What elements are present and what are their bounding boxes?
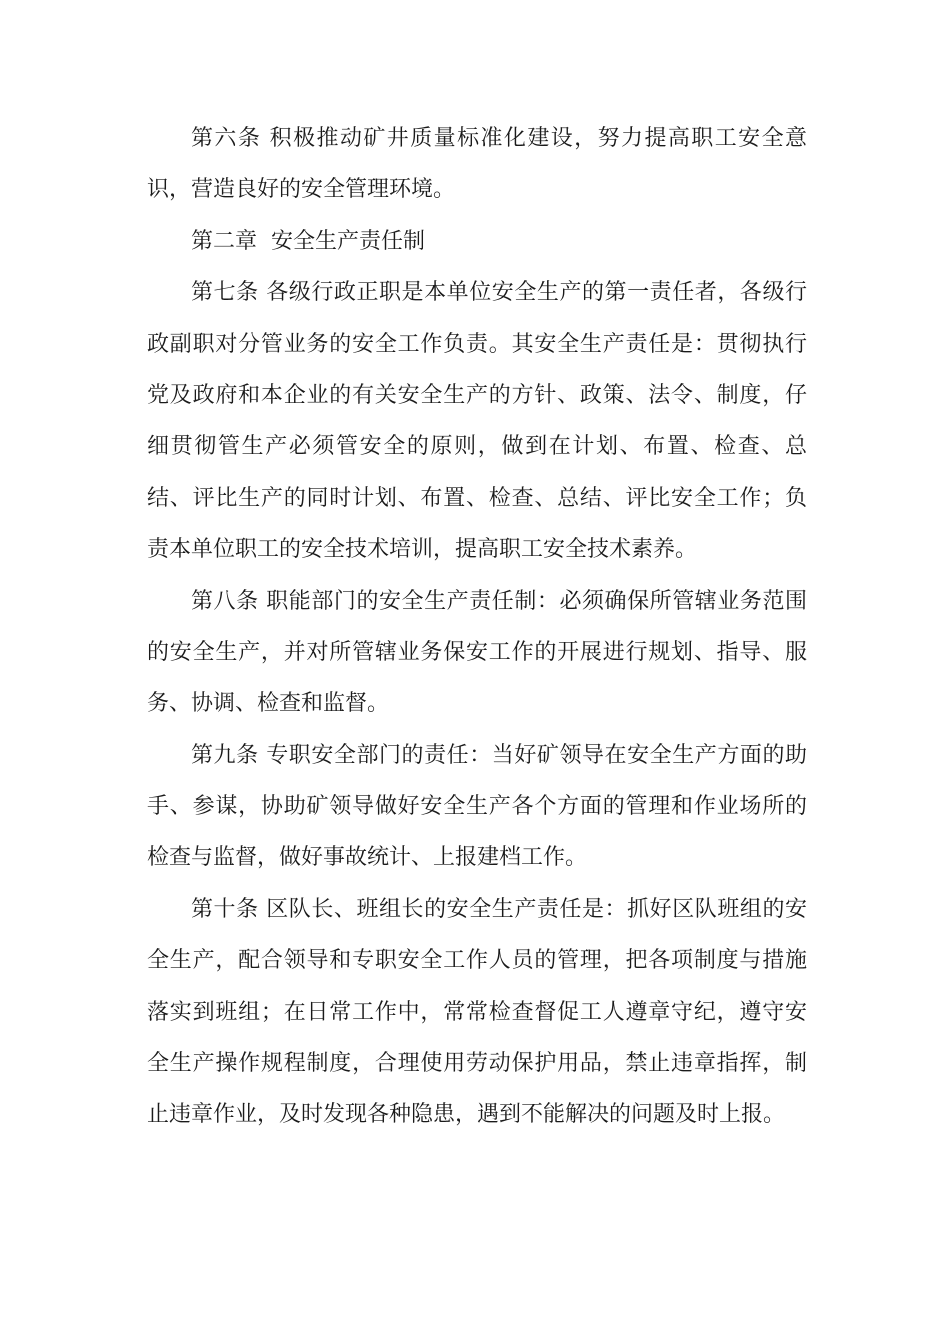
paragraph-article-9 [147, 730, 807, 884]
paragraph-line: 细贯彻管生产必须管安全的原则，做到在计划、布置、检查、总 [147, 434, 807, 460]
paragraph-line: 全生产，配合领导和专职安全工作人员的管理，把各项制度与措施 [147, 948, 807, 974]
paragraph-line: 第八条 职能部门的安全生产责任制：必须确保所管辖业务范围 [191, 588, 807, 614]
paragraph-line: 第十条 区队长、班组长的安全生产责任是：抓好区队班组的安 [191, 896, 807, 922]
paragraph-line: 识，营造良好的安全管理环境。 [147, 177, 456, 203]
paragraph-line: 结、评比生产的同时计划、布置、检查、总结、评比安全工作；负 [147, 485, 807, 511]
paragraph-line: 第六条 积极推动矿井质量标准化建设，努力提高职工安全意 [191, 126, 807, 151]
paragraph-article-6 [147, 113, 807, 216]
paragraph-article-10 [147, 884, 807, 1141]
document-body [147, 113, 807, 1141]
paragraph-line: 务、协调、检查和监督。 [147, 691, 390, 717]
paragraph-line: 责本单位职工的安全技术培训，提高职工安全技术素养。 [147, 537, 698, 563]
paragraph-line: 检查与监督，做好事故统计、上报建档工作。 [147, 845, 588, 871]
paragraph-line: 手、参谋，协助矿领导做好安全生产各个方面的管理和作业场所的 [147, 794, 807, 820]
paragraph-line: 止违章作业，及时发现各种隐患，遇到不能解决的问题及时上报。 [147, 1102, 786, 1128]
paragraph-line: 的安全生产，并对所管辖业务保安工作的开展进行规划、指导、服 [147, 639, 807, 665]
paragraph-line: 落实到班组；在日常工作中，常常检查督促工人遵章守纪，遵守安 [147, 999, 807, 1025]
paragraph-article-8 [147, 576, 807, 730]
chapter-title: 第二章 安全生产责任制 [191, 228, 425, 254]
chapter-heading [147, 216, 807, 267]
paragraph-line: 第七条 各级行政正职是本单位安全生产的第一责任者，各级行 [191, 280, 807, 306]
paragraph-line: 政副职对分管业务的安全工作负责。其安全生产责任是：贯彻执行 [147, 331, 807, 357]
paragraph-line: 第九条 专职安全部门的责任：当好矿领导在安全生产方面的助 [191, 742, 807, 768]
paragraph-line: 全生产操作规程制度，合理使用劳动保护用品，禁止违章指挥，制 [147, 1051, 807, 1077]
paragraph-article-7 [147, 267, 807, 575]
paragraph-line: 党及政府和本企业的有关安全生产的方针、政策、法令、制度，仔 [147, 382, 807, 408]
